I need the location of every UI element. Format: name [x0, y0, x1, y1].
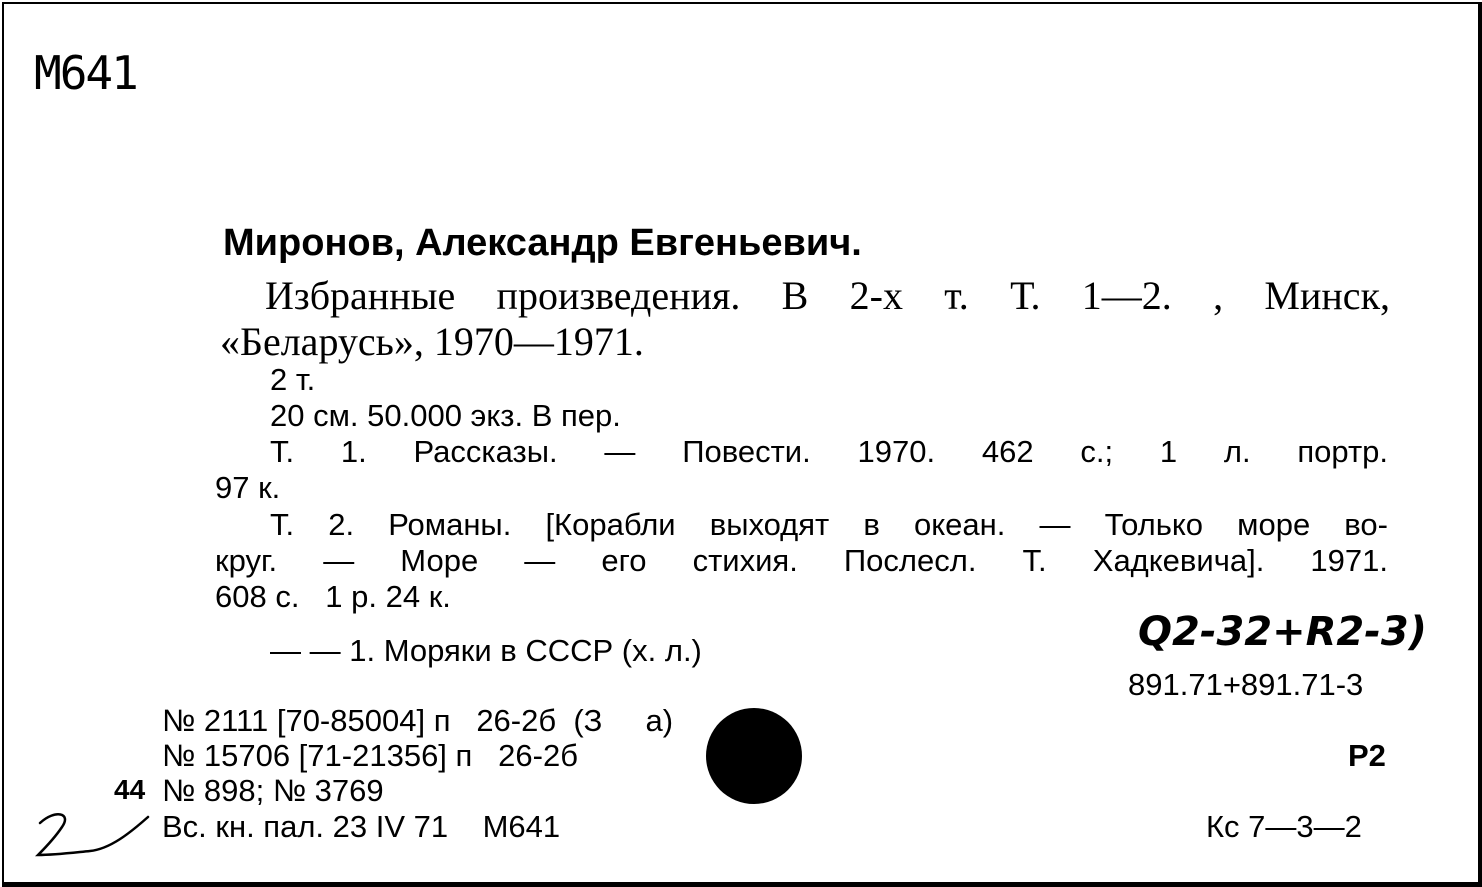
title-line-1: Избранные произведения. В 2-х т. Т. 1—2. , Минск, [265, 273, 1390, 318]
title-line-2: «Беларусь», 1970—1971. [220, 319, 644, 364]
punch-hole [706, 708, 802, 804]
volume-2-line-2: круг. — Море — его стихия. Послесл. Т. Хадкевича]. 1971. [215, 543, 1388, 578]
volume-1-line-1: Т. 1. Рассказы. — Повести. 1970. 462 с.; 1 л. портр. [270, 434, 1388, 469]
handwritten-code: M641 [34, 46, 137, 100]
record-number-1: № 2111 [70-85004] п 26-2б (З а) [162, 703, 674, 738]
author-heading: Миронов, Александр Евгеньевич. [223, 222, 862, 264]
subject-heading: — — 1. Моряки в СССР (х. л.) [270, 633, 702, 668]
handwritten-classification: Q2-32+R2-3) [1138, 609, 1427, 655]
udc-index: 891.71+891.71-3 [1128, 667, 1364, 702]
volume-2-line-1: Т. 2. Романы. [Корабли выходят в океан. — Только море во- [270, 507, 1388, 542]
volume-1-price: 97 к. [215, 470, 281, 505]
record-prefix: 44 [114, 774, 146, 805]
physical-description: 20 см. 50.000 экз. В пер. [270, 398, 621, 433]
kc-code: Кс 7—3—2 [1206, 809, 1362, 844]
r2-code: Р2 [1348, 738, 1386, 773]
handwritten-mark-icon [30, 805, 160, 865]
record-number-3: № 898; № 3769 [162, 773, 384, 808]
volumes-count: 2 т. [270, 362, 316, 397]
record-number-2: № 15706 [71-21356] п 26-2б [162, 738, 578, 773]
volume-2-line-3: 608 с. 1 р. 24 к. [215, 579, 451, 614]
book-chamber-record: Вс. кн. пал. 23 IV 71 М641 [162, 809, 561, 844]
